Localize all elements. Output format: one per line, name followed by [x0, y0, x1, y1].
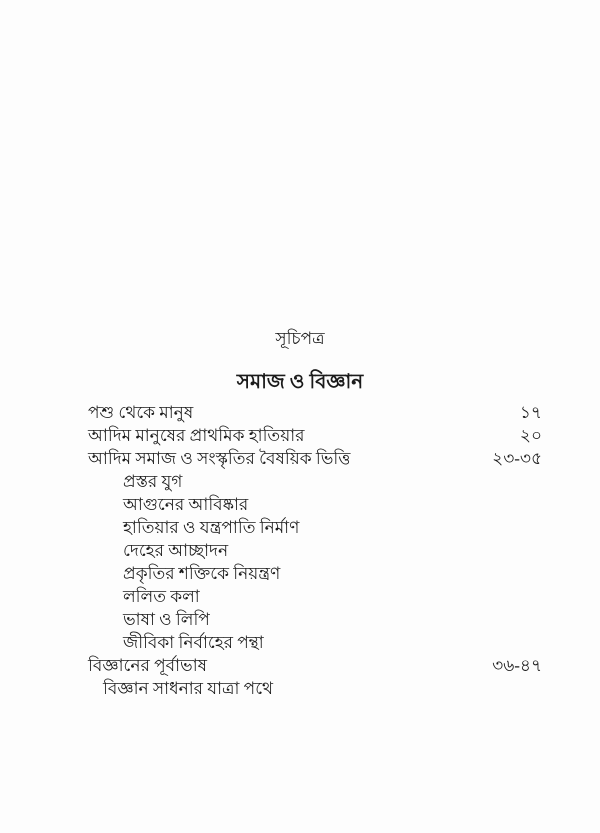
toc-entry-label: প্রস্তর যুগ	[123, 472, 183, 491]
toc-entry	[88, 447, 542, 470]
toc-entry-label: বিজ্ঞান সাধনার যাত্রা পথে	[103, 679, 274, 698]
toc-entry	[88, 401, 542, 424]
toc-entry-label: ললিত কলা	[123, 587, 200, 606]
toc-entry	[88, 608, 542, 631]
toc-entry-label: আদিম মানুষের প্রাথমিক হাতিয়ার	[88, 426, 305, 445]
toc-entry-label: জীবিকা নির্বাহের পন্থা	[123, 633, 264, 652]
toc-entry	[88, 470, 542, 493]
toc-entry	[88, 654, 542, 677]
toc-entry	[88, 539, 542, 562]
toc-entry-page: ২৩-৩৫	[492, 449, 542, 468]
toc-entry	[88, 677, 542, 700]
toc-entry	[88, 631, 542, 654]
toc-entry-page: ১৭	[519, 403, 542, 422]
toc-entry-label: বিজ্ঞানের পূর্বাভাষ	[88, 656, 208, 675]
toc-list	[88, 401, 542, 700]
toc-entry	[88, 562, 542, 585]
toc-entry-label: আগুনের আবিষ্কার	[123, 495, 249, 514]
toc-entry-label: পশু থেকে মানুষ	[88, 403, 194, 422]
toc-entry-label: আদিম সমাজ ও সংস্কৃতির বৈষয়িক ভিত্তি	[88, 449, 351, 468]
toc-entry	[88, 585, 542, 608]
toc-entry	[88, 516, 542, 539]
toc-entry-page: ২০	[519, 426, 542, 445]
toc-entry-page: ৩৬-৪৭	[492, 656, 542, 675]
toc-entry-label: দেহের আচ্ছাদন	[123, 541, 229, 560]
page-title: সূচিপত্র	[275, 329, 325, 348]
section-heading: সমাজ ও বিজ্ঞান	[236, 371, 364, 393]
toc-entry-label: ভাষা ও লিপি	[123, 610, 210, 629]
toc-entry-label: প্রকৃতির শক্তিকে নিয়ন্ত্রণ	[123, 564, 281, 583]
toc-entry	[88, 424, 542, 447]
toc-entry	[88, 493, 542, 516]
toc-entry-label: হাতিয়ার ও যন্ত্রপাতি নির্মাণ	[123, 518, 300, 537]
